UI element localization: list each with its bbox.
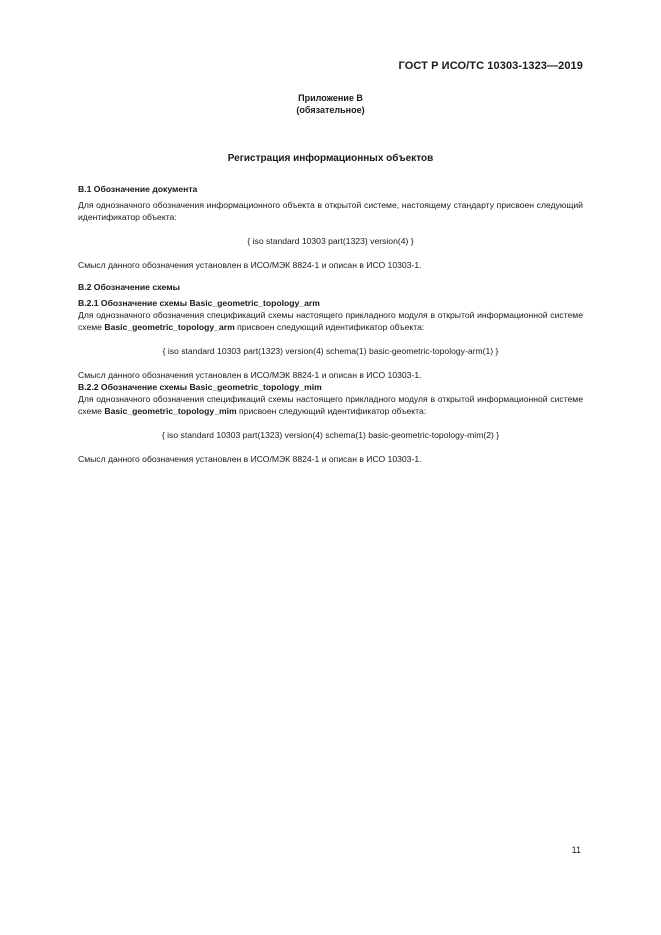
section-b21-text-before: Для однозначного обозначения спецификаций схемы настоящего прикладного модуля в открытой информационной системе схеме <box>78 310 583 332</box>
section-b22-meaning: Смысл данного обозначения установлен в ИСО/МЭК 8824-1 и описан в ИСО 10303-1. <box>78 454 422 464</box>
section-b1-heading: В.1 Обозначение документа <box>78 184 198 194</box>
section-b21-heading: В.2.1 Обозначение схемы Basic_geometric_topology_arm <box>78 298 320 308</box>
section-b1-meaning: Смысл данного обозначения установлен в ИСО/МЭК 8824-1 и описан в ИСО 10303-1. <box>78 260 422 270</box>
section-b22-text-before: Для однозначного обозначения спецификаций схемы настоящего прикладного модуля в открытой информационной системе схеме <box>78 394 583 416</box>
section-b22-schema-name: Basic_geometric_topology_mim <box>104 406 237 416</box>
annex-content <box>78 183 583 465</box>
annex-status: (обязательное) <box>296 105 365 115</box>
section-b21-text <box>78 309 583 333</box>
section-b22-identifier: { iso standard 10303 part(1323) version(4) schema(1) basic-geometric-topology-mim(2) } <box>161 430 500 440</box>
section-b22-text-after: присвоен следующий идентификатор объекта: <box>236 406 427 416</box>
page-number: 11 <box>571 845 581 855</box>
annex-label-block <box>0 92 661 116</box>
section-b22-text <box>78 393 583 417</box>
section-b22-heading: В.2.2 Обозначение схемы Basic_geometric_topology_mim <box>78 382 322 392</box>
section-b1-text: Для однозначного обозначения информационного объекта в открытой системе, настоящему стандарту присвоен следующий идентификатор объекта: <box>78 200 583 222</box>
section-b21-schema-name: Basic_geometric_topology_arm <box>104 322 235 332</box>
document-code: ГОСТ Р ИСО/ТС 10303-1323—2019 <box>398 60 583 72</box>
annex-label: Приложение В <box>298 93 363 103</box>
section-b21-identifier: { iso standard 10303 part(1323) version(4) schema(1) basic-geometric-topology-arm(1) } <box>162 346 499 356</box>
section-b21-text-after: присвоен следующий идентификатор объекта: <box>234 322 425 332</box>
section-b21-meaning: Смысл данного обозначения установлен в ИСО/МЭК 8824-1 и описан в ИСО 10303-1. <box>78 370 422 380</box>
annex-title: Регистрация информационных объектов <box>227 153 434 164</box>
section-b2-heading: В.2 Обозначение схемы <box>78 282 180 292</box>
section-b1-identifier: { iso standard 10303 part(1323) version(4) } <box>247 236 414 246</box>
